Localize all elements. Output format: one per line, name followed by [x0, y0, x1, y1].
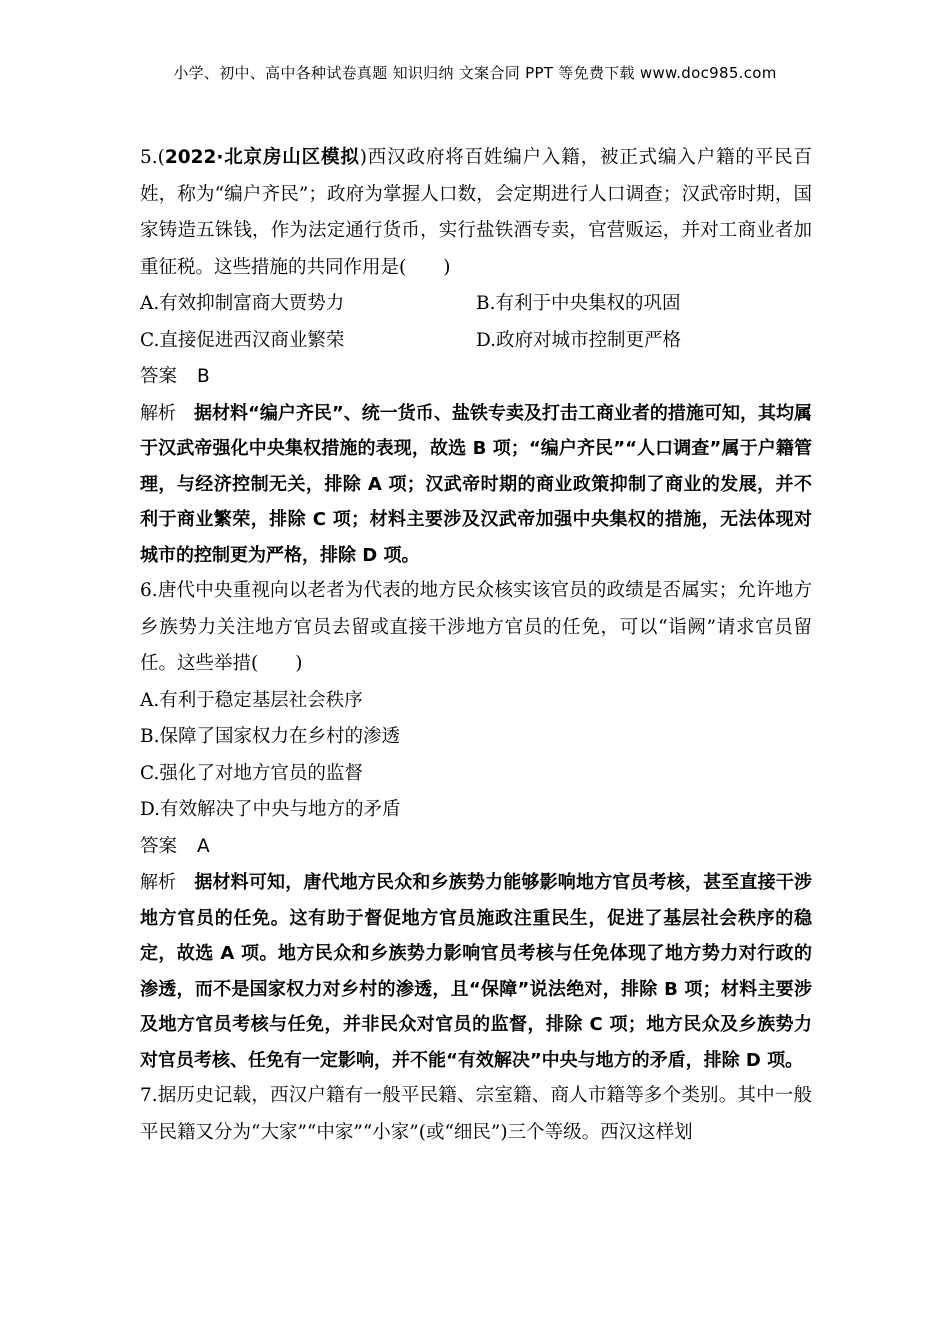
- explanation: [140, 865, 812, 1078]
- option-b: B.保障了国家权力在乡村的渗透: [140, 726, 400, 747]
- question-stem: )西汉政府将百姓编户入籍，被正式编入户籍的平民百姓，称为“编户齐民”；政府为掌握人口数，会定期进行人口调查；汉武帝时期，国家铸造五铢钱，作为法定通行货币，实行盐铁酒专卖，官营贩运，并对工商业者加重征税。这些措施的共同作用是( ): [140, 147, 812, 278]
- answer-value: B: [197, 366, 210, 387]
- explanation-label: 解析: [140, 872, 177, 893]
- question-number: 5.(: [140, 147, 165, 168]
- option-a: A.有效抑制富商大贾势力: [140, 293, 345, 314]
- option-a: A.有利于稳定基层社会秩序: [140, 689, 363, 711]
- explanation: [140, 396, 812, 574]
- option-c: C.强化了对地方官员的监督: [140, 762, 363, 784]
- question-stem: 6.唐代中央重视向以老者为代表的地方民众核实该官员的政绩是否属实；允许地方乡族势力关注地方官员去留或直接干涉地方官员的任免，可以“诣阙”请求官员留任。这些举措( ): [140, 580, 812, 674]
- option-d: D.有效解决了中央与地方的矛盾: [140, 799, 401, 820]
- question-source: 2022·北京房山区模拟: [164, 147, 360, 168]
- option-c: C.直接促进西汉商业繁荣: [140, 329, 345, 351]
- question-7: [140, 1078, 812, 1151]
- options-row: [140, 286, 812, 323]
- explanation-text: 据材料可知，唐代地方民众和乡族势力能够影响地方官员考核，甚至直接干涉地方官员的任免。这有助于督促地方官员施政注重民生，促进了基层社会秩序的稳定，故选 A 项。地方民众和乡族势力影响官员考核与任免体现了地方势力对行政的渗透，而不是国家权力对乡村的渗透，且“保障”说法绝对，排除 B 项；材料主要涉及地方官员考核与任免，并非民众对官员的监督，排除 C 项；地方民众及乡族势力对官员考核、任免有一定影响，并不能“有效解决”中央与地方的矛盾，排除 D 项。: [140, 872, 812, 1071]
- page-header: 小学、初中、高中各种试卷真题 知识归纳 文案合同 PPT 等免费下载 www.doc985.com: [173, 64, 777, 82]
- document-body: [140, 140, 812, 1151]
- question-5: [140, 140, 812, 286]
- answer-line: [140, 829, 812, 866]
- answer-label: 答案: [140, 835, 178, 857]
- explanation-text: 据材料“编户齐民”、统一货币、盐铁专卖及打击工商业者的措施可知，其均属于汉武帝强化中央集权措施的表现，故选 B 项；“编户齐民”“人口调查”属于户籍管理，与经济控制无关，排除 A 项；汉武帝时期的商业政策抑制了商业的发展，并不利于商业繁荣，排除 C 项；材料主要涉及汉武帝加强中央集权的措施，无法体现对城市的控制更为严格，排除 D 项。: [140, 402, 812, 566]
- answer-label: 答案: [140, 366, 178, 387]
- explanation-label: 解析: [140, 402, 177, 424]
- answer-line: [140, 359, 812, 396]
- question-stem: 7.据历史记载，西汉户籍有一般平民籍、宗室籍、商人市籍等多个类别。其中一般平民籍又分为“大家”“中家”“小家”(或“细民”)三个等级。西汉这样划: [140, 1085, 812, 1143]
- option-b: B.有利于中央集权的巩固: [476, 293, 681, 314]
- question-6: [140, 573, 812, 683]
- answer-value: A: [197, 835, 210, 857]
- options-row: [140, 323, 812, 360]
- option-d: D.政府对城市控制更严格: [476, 329, 682, 351]
